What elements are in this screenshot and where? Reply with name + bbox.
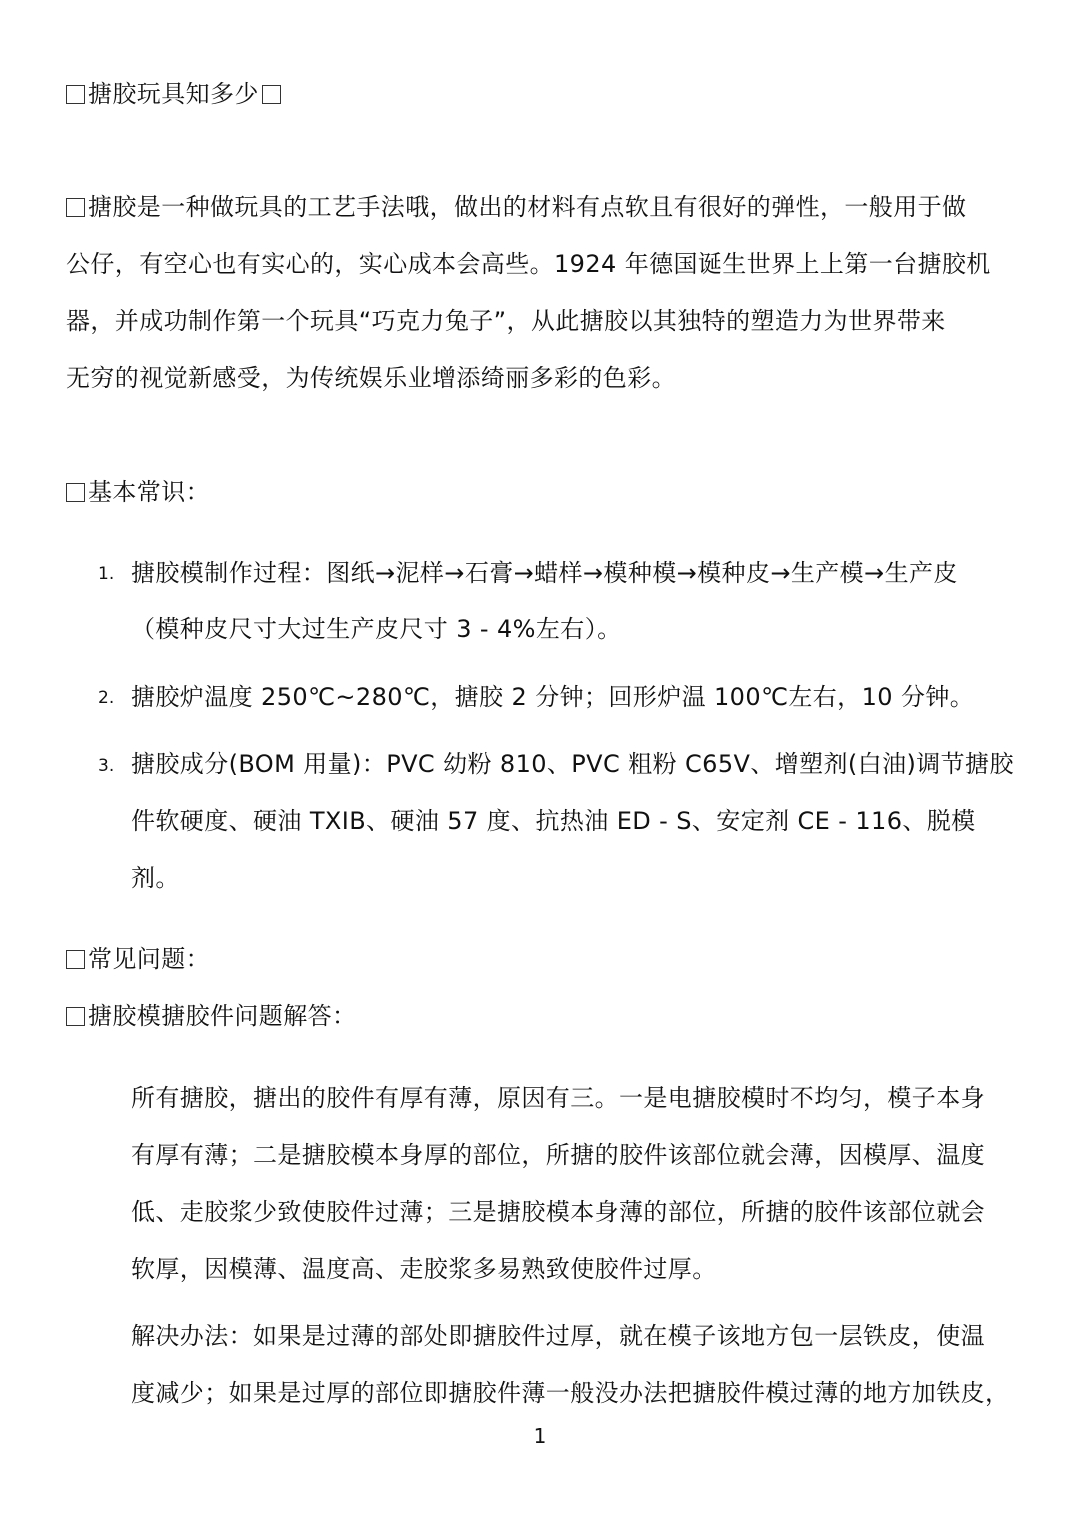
section-subheading-faq: 搪胶模搪胶件问题解答： [66, 1000, 356, 1032]
faq-paragraph-line: 度减少；如果是过厚的部位即搪胶件薄一般没办法把搪胶件模过薄的地方加铁皮， [131, 1379, 1010, 1407]
placeholder-box-icon [66, 950, 85, 969]
faq-paragraph-line: 软厚，因模薄、温度高、走胶浆多易熟致使胶件过厚。 [131, 1255, 717, 1283]
intro-line: 器，并成功制作第一个玩具“巧克力兔子”，从此搪胶以其独特的塑造力为世界带来 [66, 307, 946, 335]
faq-paragraph-line: 解决办法：如果是过薄的部处即搪胶件过厚，就在模子该地方包一层铁皮，使温 [131, 1322, 985, 1350]
list-item-line: （模种皮尺寸大过生产皮尺寸 3 - 4%左右）。 [131, 615, 622, 643]
faq-paragraph-line: 所有搪胶，搪出的胶件有厚有薄，原因有三。一是电搪胶模时不均匀，模子本身 [131, 1084, 985, 1112]
intro-line: 公仔，有空心也有实心的，实心成本会高些。1924 年德国诞生世界上上第一台搪胶机 [66, 250, 991, 278]
document-title [66, 78, 281, 110]
intro-line: 搪胶是一种做玩具的工艺手法哦，做出的材料有点软且有很好的弹性，一般用于做 [66, 191, 966, 223]
list-item-line: 搪胶炉温度 250℃~280℃，搪胶 2 分钟；回形炉温 100℃左右，10 分钟。 [131, 683, 975, 711]
list-item-number: 2. [98, 688, 115, 708]
page-number: 1 [533, 1424, 547, 1448]
list-item-line: 搪胶模制作过程：图纸→泥样→石膏→蜡样→模种模→模种皮→生产模→生产皮 [131, 559, 958, 587]
placeholder-box-icon [66, 198, 85, 217]
faq-paragraph-line: 低、走胶浆少致使胶件过薄；三是搪胶模本身薄的部位，所搪的胶件该部位就会 [131, 1198, 985, 1226]
placeholder-box-icon [262, 85, 281, 104]
list-item-number: 3. [98, 756, 115, 776]
placeholder-box-icon [66, 85, 85, 104]
placeholder-box-icon [66, 1007, 85, 1026]
list-item-line: 搪胶成分(BOM 用量)：PVC 幼粉 810、PVC 粗粉 C65V、增塑剂(白油)调节搪胶 [131, 750, 1014, 778]
placeholder-box-icon [66, 483, 85, 502]
intro-line: 无穷的视觉新感受，为传统娱乐业增添绮丽多彩的色彩。 [66, 364, 676, 392]
faq-paragraph-line: 有厚有薄；二是搪胶模本身厚的部位，所搪的胶件该部位就会薄，因模厚、温度 [131, 1141, 985, 1169]
title-text: 搪胶玩具知多少 [88, 80, 259, 108]
list-item-line: 件软硬度、硬油 TXIB、硬油 57 度、抗热油 ED - S、安定剂 CE - 116、脱模 [131, 807, 976, 835]
list-item-line: 剂。 [131, 864, 180, 892]
section-heading-basics: 基本常识： [66, 476, 210, 508]
list-item-number: 1. [98, 564, 115, 584]
section-heading-faq: 常见问题： [66, 943, 210, 975]
